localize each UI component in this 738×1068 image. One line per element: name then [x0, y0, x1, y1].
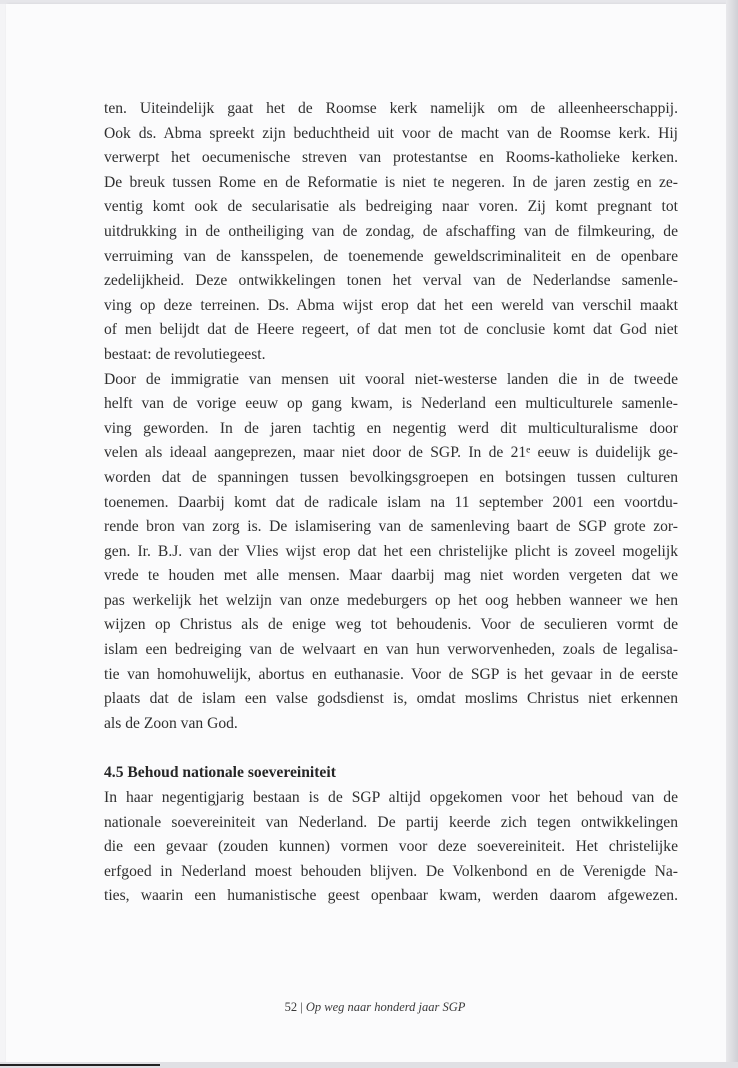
text-line: ventig komt ook de secularisatie als bedreiging naar voren. Zij komt pregnant tot — [104, 198, 678, 216]
footer-separator: | — [300, 1000, 303, 1014]
text-line: toenemen. Daarbij komt dat de radicale islam na 11 september 2001 een voortdu- — [104, 493, 678, 511]
scan-bottom-rule — [0, 1064, 160, 1066]
text-line: rende bron van zorg is. De islamisering van de samenleving baart de SGP grote zor- — [104, 518, 678, 536]
text-line: vrede te houden met alle mensen. Maar daarbij mag niet worden vergeten dat we — [104, 567, 678, 585]
text-line: Ook ds. Abma spreekt zijn beduchtheid uit voor de macht van de Roomse kerk. Hij — [104, 124, 678, 142]
book-page — [6, 4, 726, 1062]
text-line: die een gevaar (zouden kunnen) vormen voor deze soevereiniteit. Het christelijke — [104, 838, 678, 856]
text-line: als de Zoon van God. — [104, 714, 238, 732]
section-heading: 4.5 Behoud nationale soevereiniteit — [104, 764, 336, 782]
text-line: tie van homohuwelijk, abortus en euthanasie. Voor de SGP is het gevaar in de eerste — [104, 665, 678, 683]
text-line: worden dat de spanningen tussen bevolkingsgroepen en botsingen tussen culturen — [104, 468, 678, 486]
text-line: islam een bedreiging van de welvaart en van hun verworvenheden, zoals de legalisa- — [104, 641, 678, 659]
text-line: In haar negentigjarig bestaan is de SGP altijd opgekomen voor het behoud van de — [104, 789, 678, 807]
page-gutter-edge — [726, 0, 738, 1068]
text-line: verwerpt het oecumenische streven van protestantse en Rooms-katholieke kerken. — [104, 149, 678, 167]
text-line: helft van de vorige eeuw op gang kwam, is Nederland een multiculturele samenle- — [104, 395, 678, 413]
text-line: pas werkelijk het welzijn van onze medeburgers op het oog hebben wanneer we hen — [104, 591, 678, 609]
text-line: of men belijdt dat de Heere regeert, of dat men tot de conclusie komt dat God niet — [104, 321, 678, 339]
text-line: ten. Uiteindelijk gaat het de Roomse kerk namelijk om de alleenheerschappij. — [104, 100, 678, 117]
page-footer — [6, 1000, 726, 1015]
text-line: gen. Ir. B.J. van der Vlies wijst erop dat het een christelijke plicht is zoveel mogelijk — [104, 542, 678, 560]
book-title: Op weg naar honderd jaar SGP — [305, 1000, 466, 1014]
text-line: ties, waarin een humanistische geest openbaar kwam, werden daarom afgewezen. — [104, 887, 678, 905]
text-line: wijzen op Christus als de enige weg tot behoudenis. Voor de seculieren vormt de — [104, 616, 678, 634]
text-line: nationale soevereiniteit van Nederland. De partij keerde zich tegen ontwikkelingen — [104, 813, 678, 831]
text-line: Door de immigratie van mensen uit vooral niet-westerse landen die in de tweede — [104, 370, 678, 388]
text-line: bestaat: de revolutiegeest. — [104, 345, 266, 363]
text-line: plaats dat de islam een valse godsdienst is, omdat moslims Christus niet erkennen — [104, 690, 678, 708]
text-line: ving geworden. In de jaren tachtig en negentig werd dit multiculturalisme door — [104, 419, 678, 437]
text-line: De breuk tussen Rome en de Reformatie is niet te negeren. In de jaren zestig en ze- — [104, 173, 678, 191]
text-line: uitdrukking in de ontheiliging van de zondag, de afschaffing van de filmkeuring, de — [104, 222, 678, 240]
page-number: 52 — [284, 1000, 298, 1014]
text-line: velen als ideaal aangeprezen, maar niet door de SGP. In de 21ᵉ eeuw is duidelijk ge- — [104, 444, 678, 462]
text-line: ving op deze terreinen. Ds. Abma wijst erop dat het een wereld van verschil maakt — [104, 296, 678, 314]
text-line: verruiming van de kansspelen, de toenemende geweldscriminaliteit en de openbare — [104, 247, 678, 265]
text-line: zedelijkheid. Deze ontwikkelingen tonen het verval van de Nederlandse samenle- — [104, 272, 678, 290]
text-line: erfgoed in Nederland moest behouden blijven. De Volkenbond en de Verenigde Na- — [104, 862, 678, 880]
body-text — [104, 97, 678, 909]
